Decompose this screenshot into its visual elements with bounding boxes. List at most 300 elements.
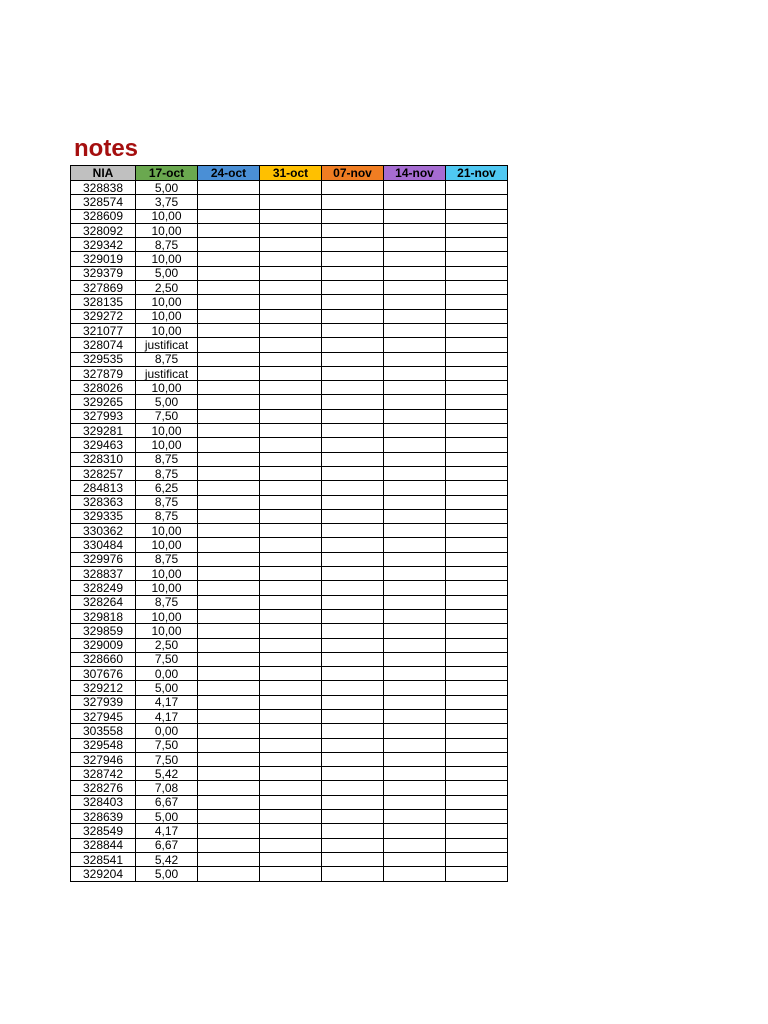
table-body [71,181,508,882]
grade-cell: 0,00 [136,667,198,681]
nia-cell: 328276 [71,781,136,795]
table-row [71,810,508,824]
grade-cell: 10,00 [136,323,198,337]
table-row [71,452,508,466]
empty-grade-cell [260,238,322,252]
table-row [71,867,508,881]
empty-grade-cell [446,281,508,295]
table-row [71,538,508,552]
empty-grade-cell [260,395,322,409]
empty-grade-cell [446,738,508,752]
empty-grade-cell [322,695,384,709]
header-14-nov: 14-nov [384,166,446,181]
empty-grade-cell [384,352,446,366]
empty-grade-cell [384,309,446,323]
header-07-nov: 07-nov [322,166,384,181]
empty-grade-cell [446,652,508,666]
nia-cell: 329548 [71,738,136,752]
empty-grade-cell [446,752,508,766]
empty-grade-cell [322,667,384,681]
empty-grade-cell [322,338,384,352]
nia-cell: 328574 [71,195,136,209]
nia-cell: 329379 [71,266,136,280]
empty-grade-cell [322,767,384,781]
nia-cell: 329272 [71,309,136,323]
nia-cell: 328257 [71,466,136,480]
empty-grade-cell [198,609,260,623]
grade-cell: 7,50 [136,409,198,423]
nia-cell: 328363 [71,495,136,509]
nia-cell: 329976 [71,552,136,566]
empty-grade-cell [260,338,322,352]
empty-grade-cell [260,309,322,323]
grade-cell: 10,00 [136,424,198,438]
empty-grade-cell [322,652,384,666]
empty-grade-cell [198,552,260,566]
empty-grade-cell [384,452,446,466]
empty-grade-cell [322,752,384,766]
empty-grade-cell [198,538,260,552]
empty-grade-cell [198,238,260,252]
empty-grade-cell [260,652,322,666]
empty-grade-cell [446,838,508,852]
nia-cell: 327945 [71,709,136,723]
empty-grade-cell [446,552,508,566]
grade-cell: 8,75 [136,466,198,480]
grade-cell: 10,00 [136,223,198,237]
empty-grade-cell [384,338,446,352]
table-row [71,438,508,452]
empty-grade-cell [446,223,508,237]
table-row [71,852,508,866]
grade-cell: 4,17 [136,695,198,709]
empty-grade-cell [384,509,446,523]
nia-cell: 327879 [71,366,136,380]
empty-grade-cell [446,409,508,423]
empty-grade-cell [260,595,322,609]
empty-grade-cell [198,395,260,409]
nia-cell: 307676 [71,667,136,681]
empty-grade-cell [260,795,322,809]
nia-cell: 329265 [71,395,136,409]
empty-grade-cell [384,552,446,566]
empty-grade-cell [446,695,508,709]
table-row [71,624,508,638]
empty-grade-cell [446,595,508,609]
empty-grade-cell [446,667,508,681]
grade-cell: 8,75 [136,352,198,366]
nia-cell: 328249 [71,581,136,595]
table-row [71,366,508,380]
empty-grade-cell [322,409,384,423]
grade-cell: 5,00 [136,395,198,409]
grade-cell: 3,75 [136,195,198,209]
table-row [71,824,508,838]
empty-grade-cell [198,652,260,666]
empty-grade-cell [260,695,322,709]
grade-cell: 6,67 [136,838,198,852]
grade-cell: 10,00 [136,567,198,581]
table-row [71,524,508,538]
grade-cell: 10,00 [136,624,198,638]
empty-grade-cell [446,567,508,581]
empty-grade-cell [322,810,384,824]
empty-grade-cell [446,681,508,695]
empty-grade-cell [198,495,260,509]
empty-grade-cell [446,438,508,452]
empty-grade-cell [198,638,260,652]
empty-grade-cell [198,252,260,266]
empty-grade-cell [198,281,260,295]
empty-grade-cell [322,352,384,366]
empty-grade-cell [322,281,384,295]
grade-cell: 8,75 [136,509,198,523]
grade-cell: 8,75 [136,495,198,509]
header-31-oct: 31-oct [260,166,322,181]
empty-grade-cell [384,667,446,681]
empty-grade-cell [384,624,446,638]
empty-grade-cell [198,409,260,423]
empty-grade-cell [260,452,322,466]
grade-cell: 8,75 [136,452,198,466]
nia-cell: 327939 [71,695,136,709]
table-row [71,795,508,809]
table-row [71,752,508,766]
table-row [71,352,508,366]
empty-grade-cell [322,681,384,695]
empty-grade-cell [198,752,260,766]
header-17-oct: 17-oct [136,166,198,181]
empty-grade-cell [446,824,508,838]
nia-cell: 329463 [71,438,136,452]
empty-grade-cell [446,181,508,195]
table-row [71,481,508,495]
empty-grade-cell [322,366,384,380]
empty-grade-cell [446,395,508,409]
header-24-oct: 24-oct [198,166,260,181]
empty-grade-cell [198,852,260,866]
table-row [71,595,508,609]
empty-grade-cell [198,266,260,280]
empty-grade-cell [260,810,322,824]
table-row [71,295,508,309]
empty-grade-cell [384,767,446,781]
nia-cell: 327869 [71,281,136,295]
empty-grade-cell [384,609,446,623]
empty-grade-cell [260,481,322,495]
grade-cell: 5,00 [136,181,198,195]
empty-grade-cell [446,524,508,538]
grades-table [70,165,508,882]
empty-grade-cell [198,724,260,738]
grade-cell: 10,00 [136,438,198,452]
empty-grade-cell [260,495,322,509]
empty-grade-cell [384,223,446,237]
empty-grade-cell [198,195,260,209]
empty-grade-cell [446,795,508,809]
nia-cell: 321077 [71,323,136,337]
empty-grade-cell [384,810,446,824]
grade-cell: 2,50 [136,281,198,295]
empty-grade-cell [446,581,508,595]
empty-grade-cell [384,581,446,595]
table-row [71,195,508,209]
grade-cell: 7,50 [136,738,198,752]
empty-grade-cell [446,852,508,866]
table-row [71,738,508,752]
empty-grade-cell [384,266,446,280]
grade-cell: 10,00 [136,524,198,538]
empty-grade-cell [384,652,446,666]
nia-cell: 330484 [71,538,136,552]
empty-grade-cell [198,509,260,523]
grade-cell: 10,00 [136,309,198,323]
empty-grade-cell [198,466,260,480]
empty-grade-cell [322,295,384,309]
empty-grade-cell [384,195,446,209]
empty-grade-cell [384,466,446,480]
empty-grade-cell [446,309,508,323]
table-row [71,323,508,337]
nia-cell: 328310 [71,452,136,466]
empty-grade-cell [260,509,322,523]
empty-grade-cell [322,609,384,623]
grade-cell: 10,00 [136,209,198,223]
grade-cell: 5,00 [136,266,198,280]
grade-cell: 8,75 [136,238,198,252]
empty-grade-cell [384,752,446,766]
empty-grade-cell [322,781,384,795]
table-row [71,652,508,666]
empty-grade-cell [198,524,260,538]
empty-grade-cell [260,552,322,566]
empty-grade-cell [260,424,322,438]
empty-grade-cell [322,638,384,652]
grade-cell: 7,50 [136,752,198,766]
empty-grade-cell [384,366,446,380]
empty-grade-cell [322,738,384,752]
empty-grade-cell [260,209,322,223]
empty-grade-cell [322,795,384,809]
empty-grade-cell [322,181,384,195]
grade-cell: 6,25 [136,481,198,495]
empty-grade-cell [198,624,260,638]
nia-cell: 329818 [71,609,136,623]
table-row [71,238,508,252]
empty-grade-cell [322,266,384,280]
nia-cell: 328264 [71,595,136,609]
empty-grade-cell [198,352,260,366]
table-row [71,709,508,723]
empty-grade-cell [446,767,508,781]
empty-grade-cell [260,867,322,881]
empty-grade-cell [384,795,446,809]
empty-grade-cell [446,266,508,280]
nia-cell: 284813 [71,481,136,495]
empty-grade-cell [198,767,260,781]
empty-grade-cell [322,567,384,581]
empty-grade-cell [446,781,508,795]
empty-grade-cell [260,709,322,723]
empty-grade-cell [322,838,384,852]
empty-grade-cell [446,366,508,380]
empty-grade-cell [260,409,322,423]
grade-cell: 7,50 [136,652,198,666]
empty-grade-cell [198,581,260,595]
empty-grade-cell [384,409,446,423]
nia-cell: 329859 [71,624,136,638]
empty-grade-cell [384,252,446,266]
empty-grade-cell [260,281,322,295]
nia-cell: 328549 [71,824,136,838]
empty-grade-cell [260,624,322,638]
empty-grade-cell [384,424,446,438]
empty-grade-cell [446,424,508,438]
table-row [71,552,508,566]
empty-grade-cell [322,595,384,609]
empty-grade-cell [198,709,260,723]
empty-grade-cell [260,323,322,337]
empty-grade-cell [322,381,384,395]
table-row [71,781,508,795]
empty-grade-cell [260,223,322,237]
empty-grade-cell [260,667,322,681]
empty-grade-cell [260,466,322,480]
nia-cell: 330362 [71,524,136,538]
empty-grade-cell [384,681,446,695]
grade-cell: 4,17 [136,824,198,838]
empty-grade-cell [322,238,384,252]
empty-grade-cell [384,481,446,495]
empty-grade-cell [384,781,446,795]
empty-grade-cell [384,181,446,195]
empty-grade-cell [384,695,446,709]
table-row [71,667,508,681]
empty-grade-cell [384,724,446,738]
empty-grade-cell [260,567,322,581]
empty-grade-cell [446,638,508,652]
nia-cell: 327993 [71,409,136,423]
empty-grade-cell [384,438,446,452]
empty-grade-cell [198,824,260,838]
empty-grade-cell [198,838,260,852]
page-title: notes [74,135,139,162]
empty-grade-cell [260,538,322,552]
table-row [71,381,508,395]
empty-grade-cell [446,509,508,523]
empty-grade-cell [198,438,260,452]
grade-cell: 8,75 [136,552,198,566]
table-row [71,309,508,323]
nia-cell: 329335 [71,509,136,523]
nia-cell: 329204 [71,867,136,881]
empty-grade-cell [260,724,322,738]
empty-grade-cell [322,709,384,723]
grade-cell: 5,42 [136,767,198,781]
empty-grade-cell [260,366,322,380]
table-row [71,252,508,266]
empty-grade-cell [198,381,260,395]
grade-cell: 10,00 [136,295,198,309]
nia-cell: 328541 [71,852,136,866]
empty-grade-cell [446,867,508,881]
empty-grade-cell [322,824,384,838]
empty-grade-cell [384,381,446,395]
empty-grade-cell [198,223,260,237]
empty-grade-cell [260,781,322,795]
empty-grade-cell [260,852,322,866]
empty-grade-cell [322,538,384,552]
empty-grade-cell [384,295,446,309]
empty-grade-cell [260,352,322,366]
empty-grade-cell [384,281,446,295]
grade-cell: 6,67 [136,795,198,809]
empty-grade-cell [322,195,384,209]
empty-grade-cell [260,381,322,395]
empty-grade-cell [260,638,322,652]
nia-cell: 329212 [71,681,136,695]
empty-grade-cell [260,767,322,781]
table-row [71,466,508,480]
table-row [71,724,508,738]
empty-grade-cell [384,238,446,252]
empty-grade-cell [198,424,260,438]
nia-cell: 328639 [71,810,136,824]
empty-grade-cell [446,209,508,223]
empty-grade-cell [384,209,446,223]
empty-grade-cell [322,323,384,337]
empty-grade-cell [384,595,446,609]
empty-grade-cell [446,252,508,266]
empty-grade-cell [260,252,322,266]
empty-grade-cell [322,495,384,509]
empty-grade-cell [446,624,508,638]
empty-grade-cell [322,252,384,266]
nia-cell: 328026 [71,381,136,395]
table-row [71,209,508,223]
table-row [71,838,508,852]
nia-cell: 328838 [71,181,136,195]
nia-cell: 328403 [71,795,136,809]
table-row [71,509,508,523]
empty-grade-cell [446,466,508,480]
grade-cell: 4,17 [136,709,198,723]
empty-grade-cell [198,366,260,380]
grade-cell: 10,00 [136,538,198,552]
empty-grade-cell [198,795,260,809]
empty-grade-cell [198,695,260,709]
grade-cell: justificat [136,338,198,352]
empty-grade-cell [260,266,322,280]
empty-grade-cell [198,867,260,881]
empty-grade-cell [446,338,508,352]
empty-grade-cell [322,309,384,323]
empty-grade-cell [260,609,322,623]
empty-grade-cell [384,395,446,409]
header-21-nov: 21-nov [446,166,508,181]
empty-grade-cell [446,452,508,466]
table-row [71,681,508,695]
empty-grade-cell [198,781,260,795]
empty-grade-cell [260,681,322,695]
empty-grade-cell [322,395,384,409]
empty-grade-cell [322,852,384,866]
empty-grade-cell [260,581,322,595]
empty-grade-cell [198,209,260,223]
empty-grade-cell [446,724,508,738]
nia-cell: 328092 [71,223,136,237]
nia-cell: 329535 [71,352,136,366]
